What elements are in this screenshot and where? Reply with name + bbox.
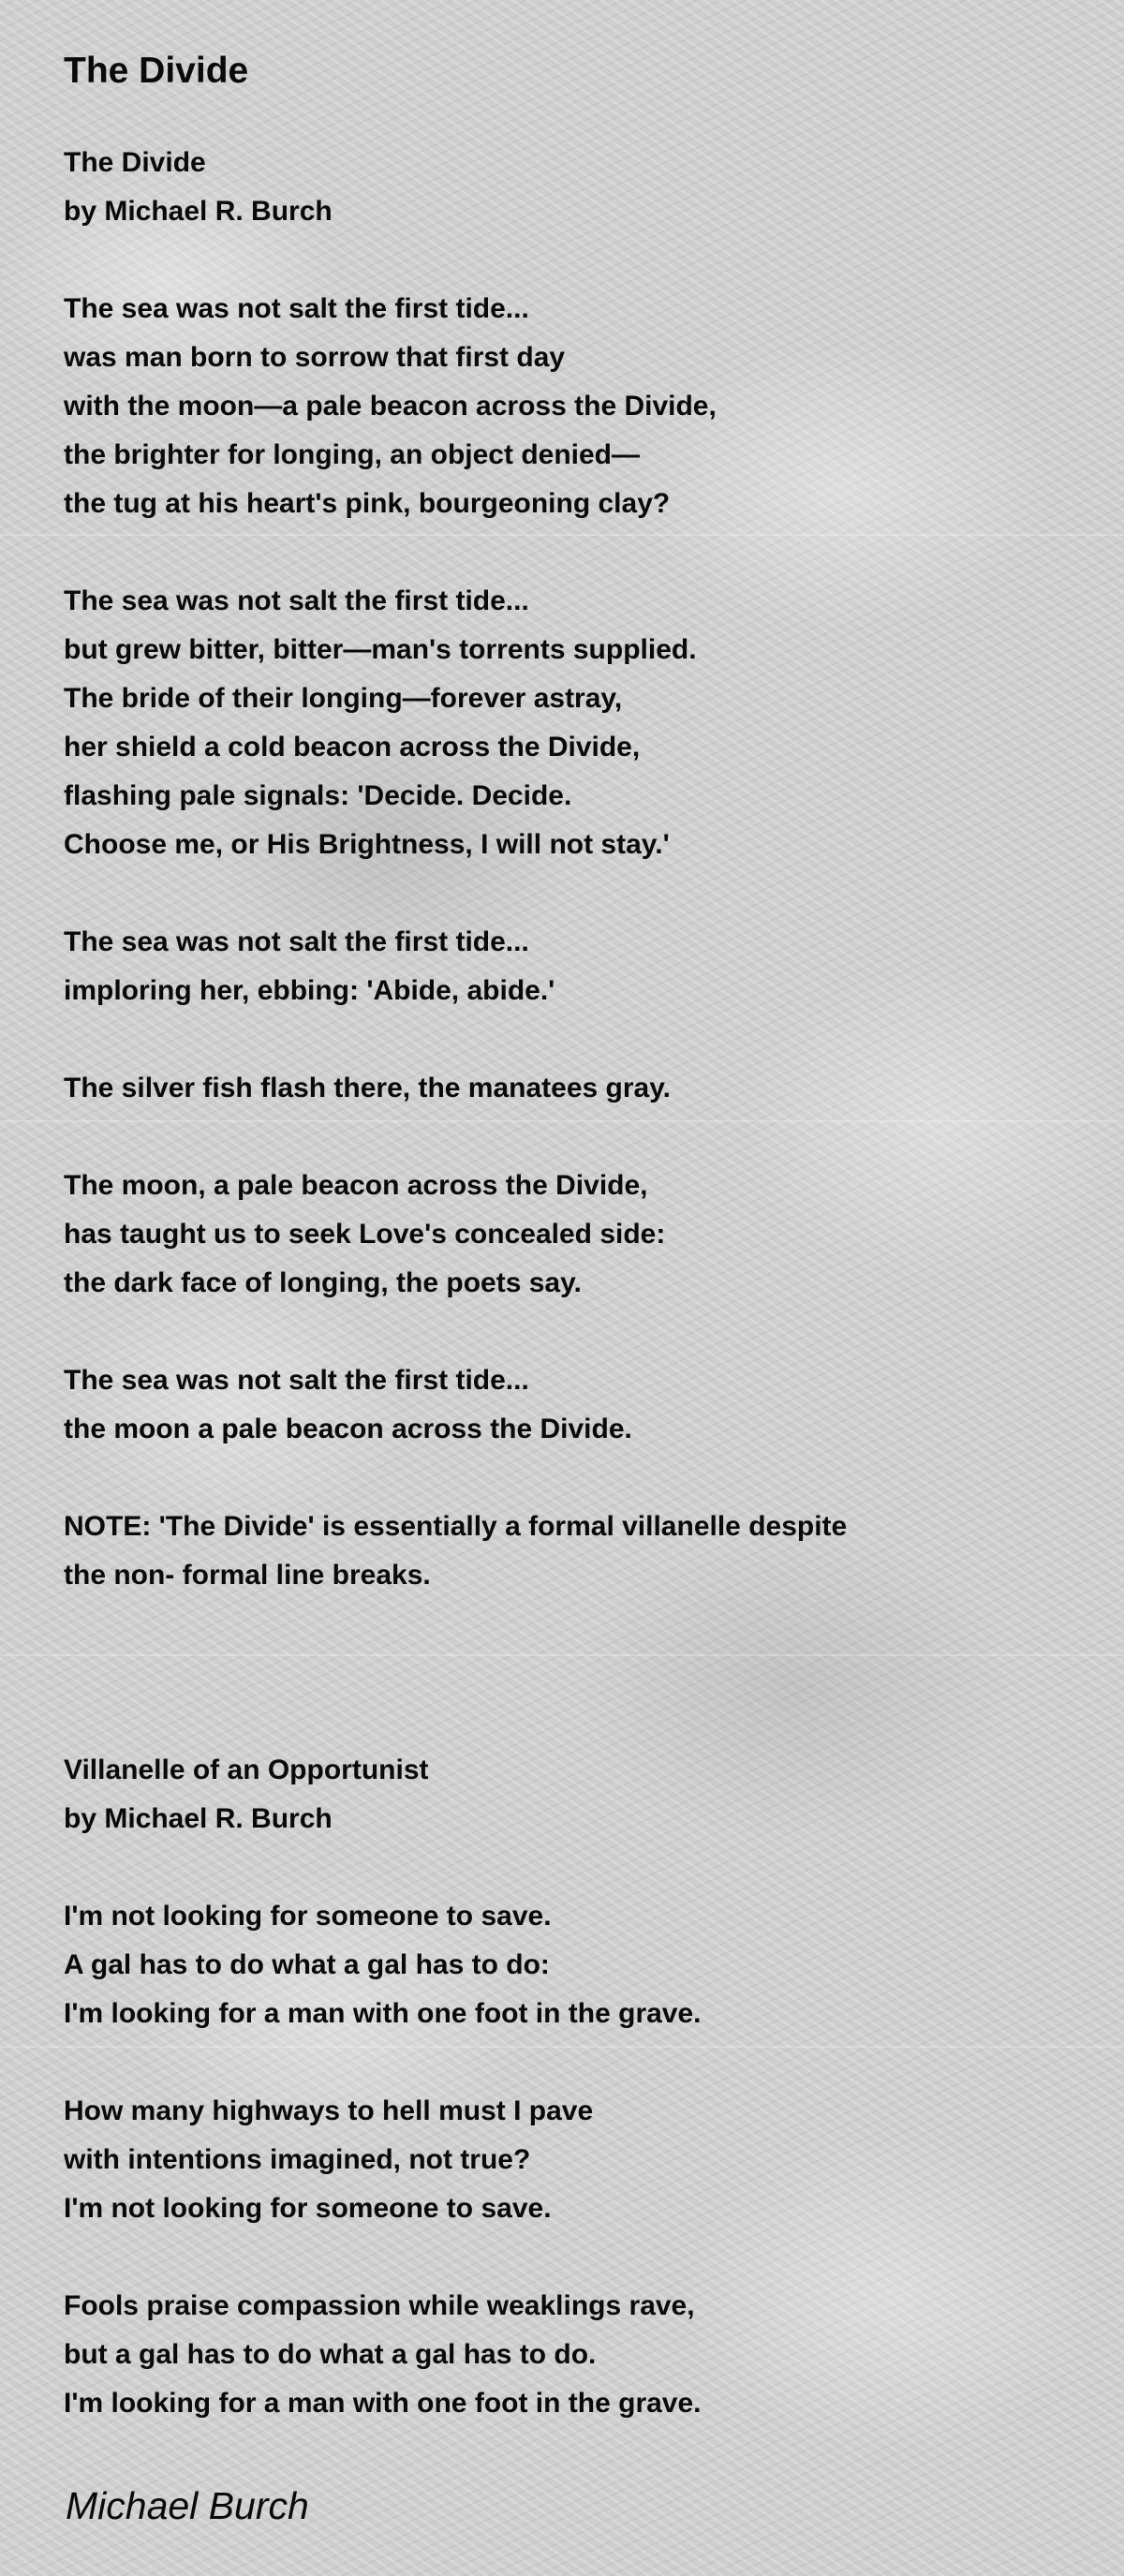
stanza-break (64, 1600, 1075, 1649)
poem-line: The moon, a pale beacon across the Divide, (64, 1170, 648, 1201)
poem-line: imploring her, ebbing: 'Abide, abide.' (64, 975, 555, 1006)
stanza-break (64, 869, 1075, 918)
poem-line: The silver fish flash there, the manatees gray. (64, 1073, 672, 1103)
stanza-break (64, 1113, 1075, 1162)
poem-line: but grew bitter, bitter—man's torrents supplied. (64, 634, 697, 665)
poem-line: I'm not looking for someone to save. (64, 1901, 552, 1932)
poem-line: I'm looking for a man with one foot in the grave. (64, 2388, 702, 2419)
poem-body (64, 139, 1075, 2428)
poem-line: The bride of their longing—forever astray, (64, 683, 623, 714)
poem-line: How many highways to hell must I pave (64, 2095, 594, 2126)
poem-line: I'm looking for a man with one foot in the grave. (64, 1998, 702, 2029)
poem-line: The sea was not salt the first tide... (64, 1365, 529, 1396)
author-signature: Michael Burch (66, 2484, 309, 2527)
page-title: The Divide (64, 51, 249, 91)
stanza-break (64, 1843, 1075, 1892)
poem-line: the dark face of longing, the poets say. (64, 1267, 582, 1298)
poem-line: A gal has to do what a gal has to do: (64, 1949, 550, 1980)
stanza-break (64, 1649, 1075, 1697)
poem-line: NOTE: 'The Divide' is essentially a formal villanelle despite (64, 1511, 848, 1542)
poem-line: the tug at his heart's pink, bourgeoning clay? (64, 488, 671, 519)
poem-line: Choose me, or His Brightness, I will not stay.' (64, 829, 670, 860)
poem-line: The sea was not salt the first tide... (64, 293, 529, 324)
stanza-break (64, 1697, 1075, 1746)
poem-line: The sea was not salt the first tide... (64, 585, 529, 616)
poem-line: Fools praise compassion while weaklings rave, (64, 2290, 695, 2321)
poem-line: The Divide (64, 147, 206, 178)
stanza-break (64, 236, 1075, 285)
stanza-break (64, 1308, 1075, 1356)
poem-line: with the moon—a pale beacon across the Divide, (64, 391, 717, 422)
stanza-break (64, 1015, 1075, 1064)
poem-line: Villanelle of an Opportunist (64, 1754, 429, 1785)
stanza-break (64, 2038, 1075, 2087)
stanza-break (64, 2233, 1075, 2282)
poem-line: flashing pale signals: 'Decide. Decide. (64, 780, 572, 811)
poem-line: but a gal has to do what a gal has to do. (64, 2339, 597, 2370)
poem-line: the non- formal line breaks. (64, 1560, 431, 1591)
poem-line: with intentions imagined, not true? (64, 2144, 531, 2175)
poem-line: The sea was not salt the first tide... (64, 926, 529, 957)
poem-line: by Michael R. Burch (64, 196, 333, 227)
poem-line: by Michael R. Burch (64, 1803, 333, 1834)
poem-line: has taught us to seek Love's concealed side: (64, 1219, 666, 1250)
poem-line: her shield a cold beacon across the Divide, (64, 732, 641, 762)
poem-line: I'm not looking for someone to save. (64, 2193, 552, 2224)
poem-line: the moon a pale beacon across the Divide. (64, 1414, 632, 1444)
stanza-break (64, 528, 1075, 577)
poem-line: was man born to sorrow that first day (64, 342, 566, 373)
poem-line: the brighter for longing, an object denied— (64, 439, 640, 470)
stanza-break (64, 1454, 1075, 1503)
